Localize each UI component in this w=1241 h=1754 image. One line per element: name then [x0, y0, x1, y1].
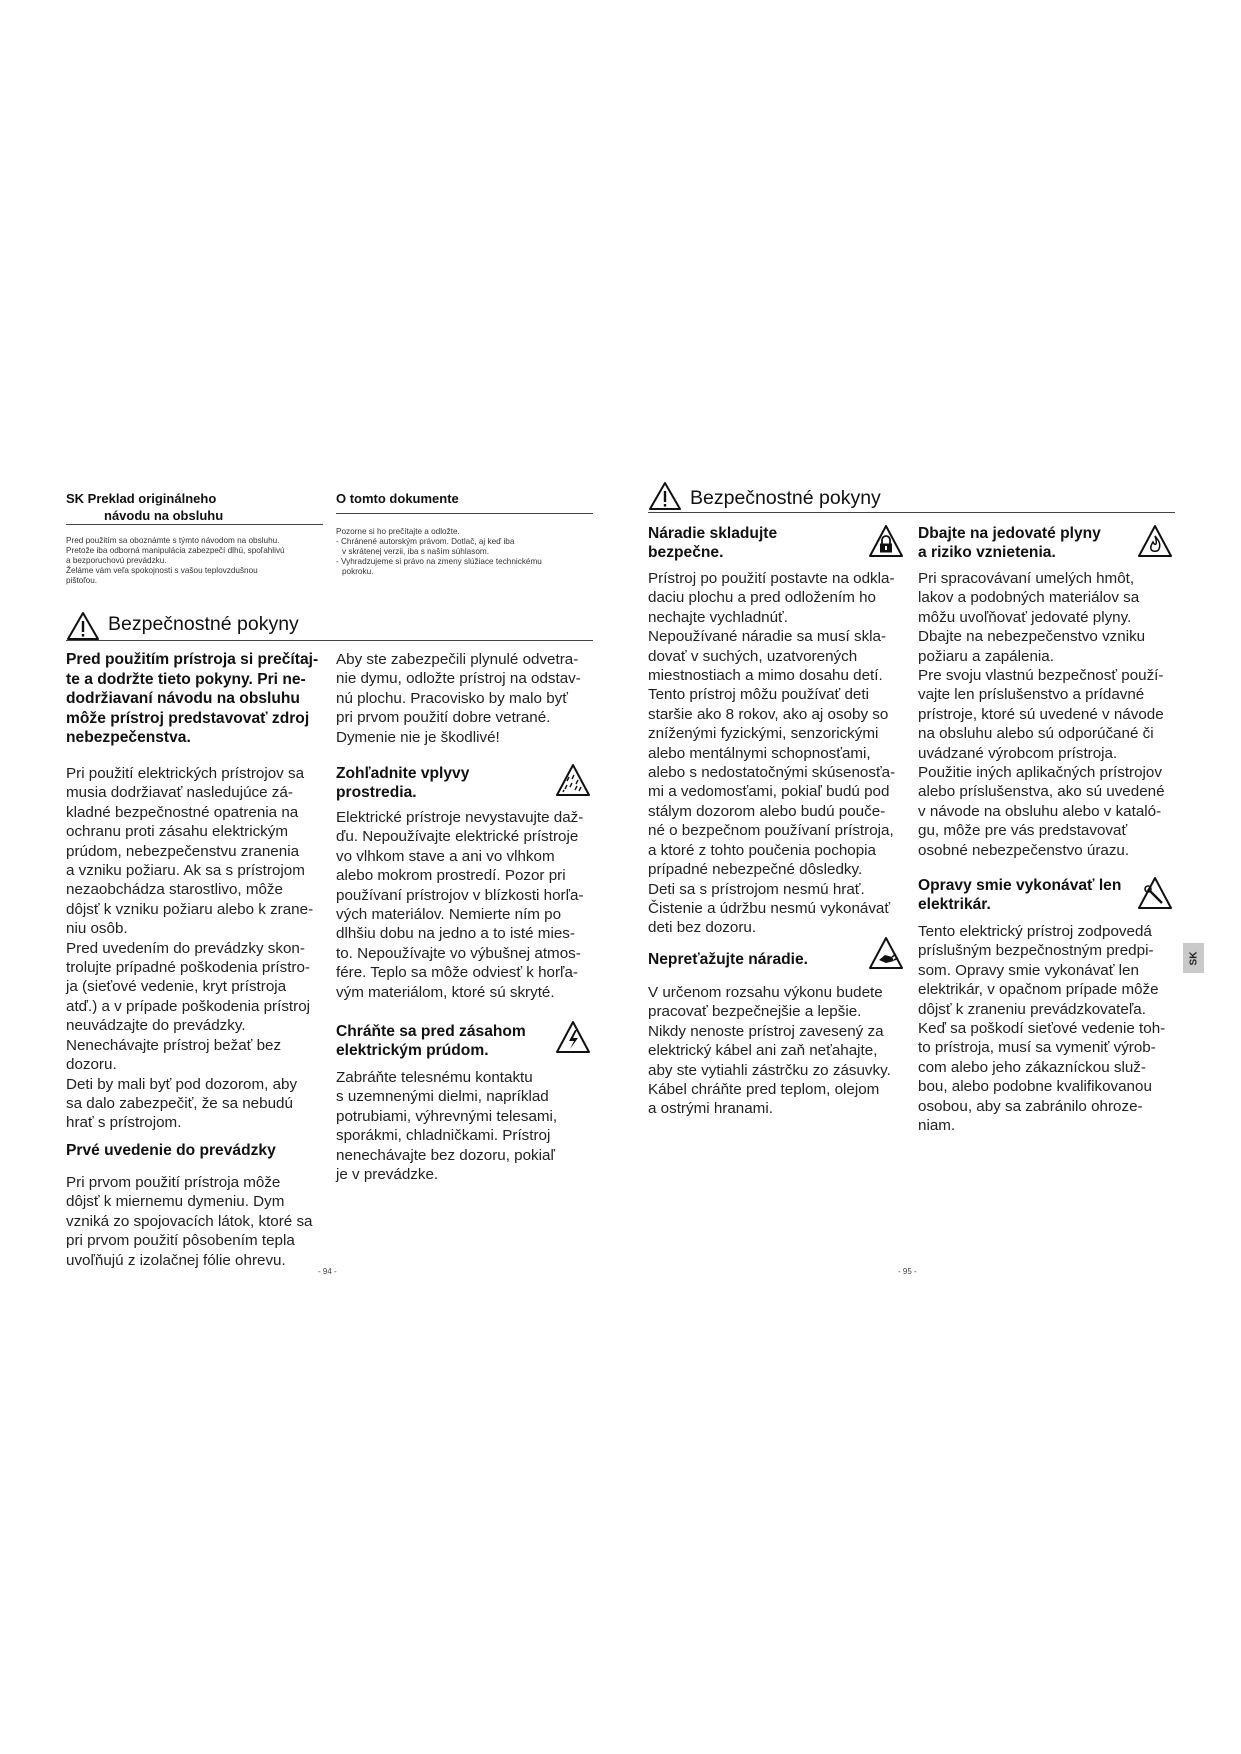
language-tab [1183, 943, 1204, 973]
lock-warning-icon [868, 524, 904, 558]
body-line: môžu uvoľňovať jedovaté plyny. [918, 608, 1132, 626]
intro-note-line: a bezporuchovú prevádzku. [66, 556, 167, 565]
body-line: v návode na obsluhu alebo v kataló- [918, 802, 1162, 820]
section-title-left: Bezpečnostné pokyny [108, 613, 299, 635]
body-line: staršie ako 8 rokov, ako aj osoby so [648, 705, 889, 723]
about-note-line: pokroku. [342, 567, 374, 576]
electric-shock-text [336, 1068, 557, 1184]
body-line: a vzniku požiaru. Ak sa s prístrojom [66, 862, 305, 880]
body-line: miestnostiach a mimo dosahu detí. [648, 667, 883, 685]
body-line: Nikdy nenoste prístroj zavesený za [648, 1022, 884, 1040]
ventilation-text [336, 650, 581, 747]
intro-bold-line: Pred použitím prístroja si prečítaj- [66, 651, 319, 668]
intro-bold-line: nebezpečenstva. [66, 729, 191, 747]
body-line: zníženými fyzickými, senzorickými [648, 725, 879, 743]
intro-note-line: Pred použitím sa oboznámte s týmto návodom na obsluhu. [66, 536, 280, 545]
body-line: prípadné nebezpečné dôsledky. [648, 861, 863, 879]
about-note-line: Pozorne si ho prečítajte a odložte. [336, 527, 460, 536]
about-document-heading: O tomto dokumente [336, 491, 459, 506]
body-line: Zabráňte telesnému kontaktu [336, 1069, 533, 1086]
body-line: to prístroja, musí sa vymeniť výrob- [918, 1039, 1156, 1057]
language-tab-label: SK [1188, 951, 1199, 965]
store-safely-text [648, 569, 895, 938]
intro-note [66, 536, 285, 586]
body-line: neuvádzajte do prevádzky. [66, 1017, 246, 1035]
body-line: bou, alebo podobne kvalifikovanou [918, 1078, 1152, 1096]
intro-bold-line: te a dodržte tieto pokyny. Pri ne- [66, 670, 306, 688]
repair-tool-warning-icon [1137, 876, 1173, 910]
section-title-right: Bezpečnostné pokyny [690, 487, 881, 509]
body-line: alebo s nedostatočnými skúsenosťa- [648, 764, 896, 782]
body-line: je v prevádzke. [336, 1166, 439, 1184]
about-note-line: v skrátenej verzii, iba s naším súhlasom. [342, 547, 489, 556]
body-line: vo vlhkom stave a ani vo vlhkom [336, 847, 555, 865]
body-line: ochranu proti zásahu elektrickým [66, 823, 289, 841]
body-line: pracovať bezpečnejšie a lepšie. [648, 1003, 862, 1021]
body-line: lakov a podobných materiálov sa [918, 589, 1140, 607]
intro-bold-line: dodržiavaní návodu na obsluhu [66, 690, 300, 708]
body-line: Aby ste zabezpečili plynulé odvetra- [336, 651, 579, 668]
body-line: alebo mentálnymi schopnosťami, [648, 744, 871, 762]
repair-heading [918, 876, 1121, 915]
overload-text [648, 983, 891, 1119]
body-line: Dymenie nie je škodlivé! [336, 728, 500, 746]
body-line: Deti by mali byť pod dozorom, aby [66, 1075, 298, 1093]
heading-line: Chráňte sa pred zásahom [336, 1023, 526, 1040]
body-line: vých materiálov. Nemierte ním po [336, 906, 562, 924]
electric-shock-heading [336, 1022, 526, 1061]
intro-note-line: Pretože iba odborná manipulácia zabezpečí dlhú, spoľahlivú [66, 546, 285, 555]
body-line: Pri použití elektrických prístrojov sa [66, 765, 305, 782]
body-line: kladné bezpečnostné opatrenia na [66, 803, 299, 821]
body-line: s uzemnenými dielmi, napríklad [336, 1088, 549, 1106]
header-divider-left [66, 524, 323, 525]
body-line: Nepoužívané náradie sa musí skla- [648, 628, 887, 646]
body-line: niam. [918, 1117, 956, 1135]
general-safety-text [66, 764, 313, 1133]
body-line: dôjsť k zraneniu prevádzkovateľa. [918, 1000, 1146, 1018]
body-line: a ostrými hranami. [648, 1100, 773, 1118]
body-line: alebo príslušenstva, ako sú uvedené [918, 783, 1165, 801]
body-line: nenechávajte bez dozoru, pokiaľ [336, 1146, 555, 1164]
body-line: Pre svoju vlastnú bezpečnosť použí- [918, 667, 1164, 685]
body-line: dozoru. [66, 1056, 117, 1074]
intro-note-line: Želáme vám veľa spokojnosti s vašou teplovzdušnou [66, 566, 258, 575]
heading-line: Zohľadnite vplyvy [336, 765, 470, 782]
first-use-heading: Prvé uvedenie do prevádzky [66, 1142, 276, 1159]
section-rule-right [648, 512, 1175, 513]
body-line: Deti sa s prístrojom nesmú hrať. [648, 880, 865, 898]
body-line: prúdom, nebezpečenstvu zranenia [66, 842, 300, 860]
electric-hazard-icon [555, 1020, 591, 1054]
body-line: Tento prístroj môžu používať deti [648, 686, 869, 704]
body-line: nezaobchádza starostlivo, môže [66, 881, 283, 899]
safety-intro-bold [66, 650, 318, 748]
body-line: Pri prvom použití prístroja môže [66, 1174, 281, 1191]
body-line: gu, môže pre vás predstavovať [918, 822, 1128, 840]
heading-line: prostredia. [336, 784, 417, 802]
section-rule-left [66, 640, 593, 641]
body-line: com alebo jeho zákazníckou služ- [918, 1058, 1146, 1076]
body-line: požiaru a zapálenia. [918, 647, 1054, 665]
body-line: niu osôb. [66, 920, 128, 938]
rain-warning-icon [555, 763, 591, 797]
body-line: uvádzané výrobcom prístroja. [918, 744, 1118, 762]
body-line: Použitie iných aplikačných prístrojov [918, 764, 1162, 782]
body-line: Elektrické prístroje nevystavujte dаž- [336, 809, 584, 826]
body-line: elektrikár, v opačnom prípade môže [918, 981, 1159, 999]
environment-heading [336, 764, 469, 803]
body-line: stálym dozorom alebo budú pouče- [648, 802, 886, 820]
body-line: na obsluhu alebo sú odporúčané či [918, 725, 1154, 743]
intro-bold-line: môže prístroj predstavovať zdroj [66, 709, 310, 727]
header-divider-right [336, 513, 593, 514]
about-document-note [336, 527, 542, 577]
warning-triangle-icon [648, 481, 682, 511]
body-line: ja (sieťové vedenie, kryt prístroja [66, 978, 287, 996]
body-line: fére. Teplo sa môže odviesť k horľa- [336, 964, 578, 982]
body-line: atď.) a v prípade poškodenia prístroj [66, 997, 311, 1015]
body-line: Nenechávajte prístroj bežať bez [66, 1036, 282, 1054]
body-line: sa dalo zabezpečiť, že sa nebudú [66, 1094, 293, 1112]
doc-title-line2: návodu na obsluhu [104, 508, 224, 523]
flame-warning-icon [1137, 524, 1173, 558]
page-number-right: - 95 - [898, 1267, 917, 1276]
body-line: dôjsť k vzniku požiaru alebo k zrane- [66, 900, 314, 918]
body-line: trolujte prípadné poškodenia prístro- [66, 959, 310, 977]
body-line: deti bez dozoru. [648, 919, 757, 937]
body-line: vzniká zo spojovacích látok, ktoré sa [66, 1212, 313, 1230]
doc-title-block [66, 490, 223, 524]
body-line: Keď sa poškodí sieťové vedenie toh- [918, 1020, 1166, 1038]
body-line: osobou, aby sa zabránilo ohroze- [918, 1097, 1143, 1115]
body-line: pri prvom použití dobre vetrané. [336, 709, 551, 727]
body-line: vajte len príslušenstvo a prídavné [918, 686, 1145, 704]
toxic-gas-text [918, 569, 1165, 860]
body-line: vým materiálom, ktoré sú skryté. [336, 983, 555, 1001]
body-line: osobné nebezpečenstvo úrazu. [918, 841, 1130, 859]
body-line: používaní prístrojov v blízkosti horľa- [336, 886, 584, 904]
heading-line: elektrikár. [918, 896, 991, 914]
body-line: potrubiami, výhrevnými telesami, [336, 1107, 558, 1125]
body-line: a ktoré z tohto poučenia pochopia [648, 841, 876, 859]
body-line: sporákmi, chladničkami. Prístroj [336, 1127, 551, 1145]
body-line: mi a vedomosťami, pokiaľ budú pod [648, 783, 890, 801]
about-note-line: - Vyhradzujeme si právo na zmeny slúžiace technickému [336, 557, 542, 566]
body-line: príslušným bezpečnostným predpi- [918, 942, 1154, 960]
body-line: dôjsť k miernemu dymeniu. Dym [66, 1193, 285, 1211]
body-line: hrať s prístrojom. [66, 1114, 182, 1132]
body-line: prístroje, ktoré sú uvedené v návode [918, 705, 1164, 723]
body-line: V určenom rozsahu výkonu budete [648, 984, 883, 1001]
environment-text [336, 808, 584, 1002]
overload-heading: Nepreťažujte náradie. [648, 951, 808, 968]
body-line: pri prvom použití pôsobením tepla [66, 1232, 295, 1250]
heading-line: Dbajte na jedovaté plyny [918, 525, 1101, 542]
body-line: daciu plochu a pred odložením ho [648, 589, 876, 607]
body-line: alebo mokrom prostredí. Pozor pri [336, 867, 566, 885]
warning-triangle-icon [66, 611, 100, 641]
body-line: uvoľňujú z izolačnej fólie ohrevu. [66, 1251, 286, 1269]
body-line: Pred uvedením do prevádzky skon- [66, 939, 305, 957]
body-line: to. Nepoužívajte vo výbušnej atmos- [336, 944, 581, 962]
page-number-left: - 94 - [318, 1267, 337, 1276]
heading-line: a riziko vznietenia. [918, 544, 1056, 562]
body-line: nú plochu. Pracovisko by malo byť [336, 689, 568, 707]
heading-line: Náradie skladujte [648, 525, 778, 542]
heading-line: elektrickým prúdom. [336, 1042, 489, 1060]
heading-line: Opravy smie vykonávať len [918, 877, 1122, 894]
store-safely-heading [648, 524, 777, 563]
body-line: Pri spracovávaní umelých hmôt, [918, 570, 1135, 587]
intro-note-line: pištoľou. [66, 576, 98, 585]
heading-line: bezpečne. [648, 544, 724, 562]
body-line: aby ste vytiahli zástrčku zo zásuvky. [648, 1061, 891, 1079]
body-line: som. Opravy smie vykonávať len [918, 961, 1139, 979]
body-line: dovať v suchých, uzatvorených [648, 647, 858, 665]
body-line: Dbajte na nebezpečenstvo vzniku [918, 628, 1146, 646]
repair-text [918, 922, 1165, 1135]
body-line: Prístroj po použití postavte na odkla- [648, 570, 895, 587]
body-line: musia dodržiavať nasledujúce zá- [66, 784, 293, 802]
body-line: nechajte vychladnúť. [648, 608, 788, 626]
body-line: ďu. Nepoužívajte elektrické prístroje [336, 828, 579, 846]
first-use-text [66, 1173, 313, 1270]
about-note-line: - Chránené autorským právom. Dotlač, aj keď iba [336, 537, 515, 546]
body-line: né o bezpečnom používaní prístroja, [648, 822, 894, 840]
body-line: Kábel chráňte pred teplom, olejom [648, 1081, 880, 1099]
body-line: nie dymu, odložte prístroj na odstav- [336, 670, 581, 688]
plug-warning-icon [868, 936, 904, 970]
body-line: dlhšiu dobu na jedno a to isté mies- [336, 925, 575, 943]
body-line: elektrický kábel ani zaň neťahajte, [648, 1042, 878, 1060]
body-line: Čistenie a údržbu nesmú vykonávať [648, 899, 891, 917]
toxic-gas-heading [918, 524, 1101, 563]
doc-title-line1: SK Preklad originálneho [66, 491, 217, 506]
body-line: Tento elektrický prístroj zodpovedá [918, 923, 1152, 940]
